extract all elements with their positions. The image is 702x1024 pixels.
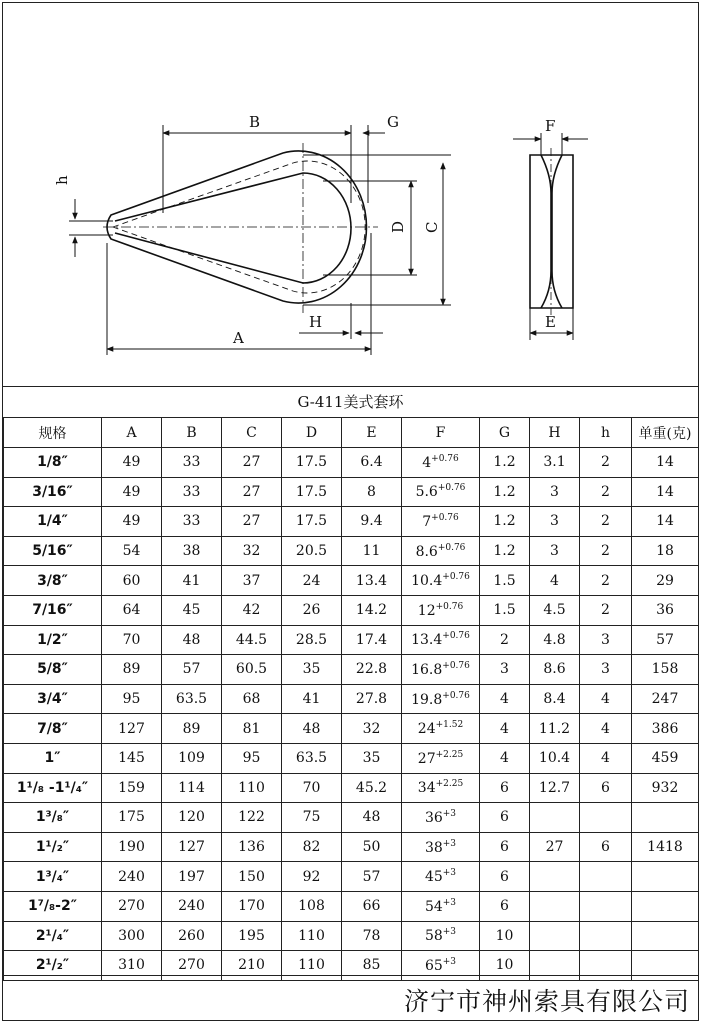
cell-F-value: 13.4 (411, 632, 443, 649)
cell-weight: 14 (632, 477, 699, 507)
spec-sheet (2, 2, 699, 1021)
cell-E: 8 (342, 477, 402, 507)
cell-C: 170 (222, 891, 282, 921)
cell-weight: 36 (632, 595, 699, 625)
cell-G: 1.2 (480, 477, 530, 507)
cell-H: 4.5 (530, 595, 580, 625)
header-cell: G (480, 418, 530, 448)
cell-E: 11 (342, 536, 402, 566)
cell-H: 3 (530, 477, 580, 507)
cell-G: 1.2 (480, 448, 530, 478)
cell-F-tolerance: +0.76 (437, 542, 466, 553)
cell-A: 49 (102, 507, 162, 537)
cell-D: 110 (282, 951, 342, 981)
cell-B: 89 (162, 714, 222, 744)
cell-G: 1.5 (480, 595, 530, 625)
table-row (4, 566, 699, 596)
table-row (4, 832, 699, 862)
cell-F (402, 743, 480, 773)
cell-F-value: 5.6 (415, 484, 438, 501)
cell-C: 27 (222, 477, 282, 507)
cell-H: 8.4 (530, 684, 580, 714)
cell-F (402, 714, 480, 744)
cell-G: 4 (480, 743, 530, 773)
cell-size: 1³/₈″ (4, 803, 102, 833)
table-row (4, 625, 699, 655)
header-cell: h (580, 418, 632, 448)
cell-F-value: 38 (424, 839, 443, 856)
cell-h (580, 891, 632, 921)
cell-H: 3.1 (530, 448, 580, 478)
cell-B: 240 (162, 891, 222, 921)
cell-E: 32 (342, 714, 402, 744)
cell-size: 1″ (4, 743, 102, 773)
dim-label-h: h (53, 175, 71, 185)
cell-G: 10 (480, 921, 530, 951)
cell-B: 197 (162, 862, 222, 892)
cell-G: 3 (480, 655, 530, 685)
cell-weight: 14 (632, 507, 699, 537)
cell-G: 1.5 (480, 566, 530, 596)
cell-h: 2 (580, 507, 632, 537)
cell-H (530, 803, 580, 833)
cell-D: 108 (282, 891, 342, 921)
cell-h: 4 (580, 714, 632, 744)
cell-F (402, 832, 480, 862)
dim-label-H: H (309, 313, 323, 331)
cell-H: 27 (530, 832, 580, 862)
cell-G: 6 (480, 803, 530, 833)
cell-D: 75 (282, 803, 342, 833)
cell-E: 14.2 (342, 595, 402, 625)
cell-F-value: 34 (417, 780, 436, 797)
table-header-row (4, 418, 699, 448)
cell-G: 4 (480, 714, 530, 744)
table-row (4, 803, 699, 833)
cell-G: 2 (480, 625, 530, 655)
cell-F-tolerance: +3 (442, 808, 457, 819)
cell-B: 63.5 (162, 684, 222, 714)
cell-h: 2 (580, 595, 632, 625)
cell-size: 5/16″ (4, 536, 102, 566)
cell-D: 24 (282, 566, 342, 596)
header-cell: B (162, 418, 222, 448)
cell-C: 37 (222, 566, 282, 596)
cell-size: 1¹/₈ -1¹/₄″ (4, 773, 102, 803)
footer (3, 975, 698, 1021)
cell-A: 300 (102, 921, 162, 951)
cell-F (402, 684, 480, 714)
cell-B: 127 (162, 832, 222, 862)
cell-D: 41 (282, 684, 342, 714)
cell-F-tolerance: +0.76 (437, 483, 466, 494)
table-row (4, 448, 699, 478)
cell-A: 310 (102, 951, 162, 981)
cell-E: 85 (342, 951, 402, 981)
cell-B: 48 (162, 625, 222, 655)
cell-F-value: 8.6 (415, 543, 438, 560)
cell-A: 159 (102, 773, 162, 803)
cell-F-tolerance: +0.76 (442, 690, 470, 701)
cell-H: 12.7 (530, 773, 580, 803)
table-title: G-411美式套环 (3, 386, 698, 418)
dim-label-A: A (233, 329, 244, 347)
cell-F (402, 595, 480, 625)
cell-A: 175 (102, 803, 162, 833)
cell-F (402, 507, 480, 537)
cell-A: 54 (102, 536, 162, 566)
cell-weight: 57 (632, 625, 699, 655)
cell-F (402, 891, 480, 921)
cell-F (402, 773, 480, 803)
cell-D: 82 (282, 832, 342, 862)
cell-size: 3/8″ (4, 566, 102, 596)
cell-weight (632, 862, 699, 892)
cell-H: 4 (530, 566, 580, 596)
cell-F-tolerance: +0.76 (442, 631, 470, 642)
dim-label-E: E (545, 313, 556, 331)
cell-B: 270 (162, 951, 222, 981)
cell-size: 1⁷/₈-2″ (4, 891, 102, 921)
cell-G: 1.2 (480, 536, 530, 566)
spec-table (3, 417, 699, 981)
cell-size: 1/4″ (4, 507, 102, 537)
cell-A: 270 (102, 891, 162, 921)
cell-H: 3 (530, 507, 580, 537)
cell-H (530, 862, 580, 892)
company-name: 济宁市神州索具有限公司 (403, 987, 690, 1016)
cell-weight: 14 (632, 448, 699, 478)
header-cell: E (342, 418, 402, 448)
cell-F-tolerance: +3 (442, 868, 457, 879)
cell-G: 6 (480, 773, 530, 803)
cell-G: 6 (480, 862, 530, 892)
cell-A: 240 (102, 862, 162, 892)
cell-H: 3 (530, 536, 580, 566)
cell-A: 95 (102, 684, 162, 714)
thimble-inner-outline (115, 173, 351, 283)
cell-F (402, 448, 480, 478)
cell-C: 68 (222, 684, 282, 714)
cell-weight: 18 (632, 536, 699, 566)
cell-B: 33 (162, 477, 222, 507)
cell-D: 26 (282, 595, 342, 625)
cell-E: 17.4 (342, 625, 402, 655)
cell-F (402, 655, 480, 685)
cell-F-value: 24 (417, 721, 436, 738)
cell-G: 10 (480, 951, 530, 981)
cell-F-tolerance: +0.76 (442, 660, 470, 671)
cell-F-value: 7 (422, 513, 432, 530)
cell-E: 22.8 (342, 655, 402, 685)
dim-label-C: C (423, 221, 441, 233)
cell-E: 45.2 (342, 773, 402, 803)
header-cell: C (222, 418, 282, 448)
cell-F (402, 566, 480, 596)
cell-weight: 932 (632, 773, 699, 803)
cell-D: 35 (282, 655, 342, 685)
cell-F (402, 477, 480, 507)
cell-F-value: 12 (417, 602, 436, 619)
header-cell: H (530, 418, 580, 448)
cell-E: 13.4 (342, 566, 402, 596)
cell-h: 6 (580, 832, 632, 862)
table-row (4, 595, 699, 625)
cell-h: 4 (580, 684, 632, 714)
cell-A: 64 (102, 595, 162, 625)
cell-h (580, 862, 632, 892)
cell-E: 6.4 (342, 448, 402, 478)
cell-H: 11.2 (530, 714, 580, 744)
table-row (4, 743, 699, 773)
table-row (4, 773, 699, 803)
cell-F-value: 16.8 (411, 661, 443, 678)
cell-G: 6 (480, 832, 530, 862)
cell-B: 33 (162, 507, 222, 537)
cell-F (402, 536, 480, 566)
table-row (4, 862, 699, 892)
cell-weight (632, 921, 699, 951)
cell-E: 27.8 (342, 684, 402, 714)
cell-A: 60 (102, 566, 162, 596)
cell-B: 260 (162, 921, 222, 951)
cell-h: 2 (580, 448, 632, 478)
cell-C: 44.5 (222, 625, 282, 655)
cell-E: 48 (342, 803, 402, 833)
cell-F-tolerance: +1.52 (435, 720, 464, 731)
cell-E: 57 (342, 862, 402, 892)
header-cell: F (402, 418, 480, 448)
cell-F-value: 27 (417, 750, 436, 767)
cell-F-tolerance: +2.25 (435, 749, 464, 760)
cell-h (580, 921, 632, 951)
cell-weight (632, 891, 699, 921)
cell-F-tolerance: +3 (442, 927, 457, 938)
cell-size: 5/8″ (4, 655, 102, 685)
cell-size: 2¹/₄″ (4, 921, 102, 951)
cell-C: 60.5 (222, 655, 282, 685)
cell-H (530, 921, 580, 951)
cell-C: 195 (222, 921, 282, 951)
dim-label-B: B (249, 113, 261, 131)
cell-B: 38 (162, 536, 222, 566)
cell-size: 7/8″ (4, 714, 102, 744)
table-row (4, 655, 699, 685)
cell-F (402, 862, 480, 892)
dim-label-G: G (387, 113, 399, 131)
cell-B: 45 (162, 595, 222, 625)
cell-F-value: 45 (424, 869, 443, 886)
cell-F-value: 36 (424, 809, 443, 826)
cell-size: 3/16″ (4, 477, 102, 507)
cell-size: 3/4″ (4, 684, 102, 714)
cell-h (580, 803, 632, 833)
cell-F-tolerance: +2.25 (435, 779, 464, 790)
header-cell: 规格 (4, 418, 102, 448)
cell-size: 2¹/₂″ (4, 951, 102, 981)
cell-size: 1/2″ (4, 625, 102, 655)
cell-F-value: 58 (424, 928, 443, 945)
cell-B: 114 (162, 773, 222, 803)
dim-label-D: D (389, 220, 407, 233)
cell-D: 48 (282, 714, 342, 744)
cell-C: 95 (222, 743, 282, 773)
cell-weight: 247 (632, 684, 699, 714)
table-row (4, 891, 699, 921)
cell-weight: 1418 (632, 832, 699, 862)
cell-D: 110 (282, 921, 342, 951)
cell-h: 2 (580, 477, 632, 507)
cell-A: 145 (102, 743, 162, 773)
cell-F (402, 921, 480, 951)
cell-H: 10.4 (530, 743, 580, 773)
cell-h: 2 (580, 566, 632, 596)
cell-H: 8.6 (530, 655, 580, 685)
cell-D: 70 (282, 773, 342, 803)
cell-D: 63.5 (282, 743, 342, 773)
cell-C: 150 (222, 862, 282, 892)
cell-D: 92 (282, 862, 342, 892)
cell-B: 33 (162, 448, 222, 478)
cell-F-tolerance: +3 (442, 838, 457, 849)
cell-B: 57 (162, 655, 222, 685)
cell-E: 78 (342, 921, 402, 951)
thimble-drawing (3, 3, 700, 386)
cell-H (530, 891, 580, 921)
cell-size: 1¹/₂″ (4, 832, 102, 862)
cell-C: 42 (222, 595, 282, 625)
cell-C: 122 (222, 803, 282, 833)
cell-D: 20.5 (282, 536, 342, 566)
cell-C: 81 (222, 714, 282, 744)
cell-weight: 386 (632, 714, 699, 744)
cell-G: 4 (480, 684, 530, 714)
cell-size: 1³/₄″ (4, 862, 102, 892)
cell-A: 89 (102, 655, 162, 685)
table-row (4, 684, 699, 714)
cell-D: 17.5 (282, 448, 342, 478)
cell-F-value: 65 (424, 957, 443, 974)
cell-D: 28.5 (282, 625, 342, 655)
cell-F-tolerance: +0.76 (442, 572, 470, 583)
cell-h: 3 (580, 655, 632, 685)
cell-G: 1.2 (480, 507, 530, 537)
cell-H: 4.8 (530, 625, 580, 655)
cell-B: 41 (162, 566, 222, 596)
table-row (4, 714, 699, 744)
cell-C: 210 (222, 951, 282, 981)
cell-A: 70 (102, 625, 162, 655)
cell-B: 120 (162, 803, 222, 833)
cell-F-tolerance: +0.76 (431, 512, 459, 523)
cell-F-tolerance: +0.76 (435, 601, 464, 612)
cell-weight (632, 803, 699, 833)
cell-weight: 29 (632, 566, 699, 596)
cell-A: 127 (102, 714, 162, 744)
cell-weight: 459 (632, 743, 699, 773)
cell-h: 2 (580, 536, 632, 566)
cell-F-tolerance: +0.76 (431, 453, 459, 464)
cell-h: 3 (580, 625, 632, 655)
cell-E: 35 (342, 743, 402, 773)
cell-B: 109 (162, 743, 222, 773)
cell-E: 50 (342, 832, 402, 862)
cell-F-value: 10.4 (411, 573, 443, 590)
header-cell: 单重(克) (632, 418, 699, 448)
cell-C: 136 (222, 832, 282, 862)
table-row (4, 477, 699, 507)
cell-F-value: 54 (424, 898, 443, 915)
header-cell: D (282, 418, 342, 448)
cell-A: 190 (102, 832, 162, 862)
table-row (4, 507, 699, 537)
cell-F-tolerance: +3 (442, 956, 457, 967)
cell-E: 66 (342, 891, 402, 921)
cell-F-value: 19.8 (411, 691, 443, 708)
cell-G: 6 (480, 891, 530, 921)
cell-size: 1/8″ (4, 448, 102, 478)
cell-h: 4 (580, 743, 632, 773)
cell-C: 32 (222, 536, 282, 566)
cell-size: 7/16″ (4, 595, 102, 625)
cell-A: 49 (102, 448, 162, 478)
dim-label-F: F (545, 117, 556, 135)
cell-C: 27 (222, 507, 282, 537)
cell-C: 110 (222, 773, 282, 803)
cell-A: 49 (102, 477, 162, 507)
cell-D: 17.5 (282, 507, 342, 537)
cell-F (402, 803, 480, 833)
cell-C: 27 (222, 448, 282, 478)
cell-F (402, 625, 480, 655)
header-cell: A (102, 418, 162, 448)
cell-F-tolerance: +3 (442, 897, 457, 908)
cell-h: 6 (580, 773, 632, 803)
cell-D: 17.5 (282, 477, 342, 507)
table-row (4, 536, 699, 566)
cell-weight: 158 (632, 655, 699, 685)
cell-F-value: 4 (422, 454, 432, 471)
cell-E: 9.4 (342, 507, 402, 537)
table-row (4, 921, 699, 951)
